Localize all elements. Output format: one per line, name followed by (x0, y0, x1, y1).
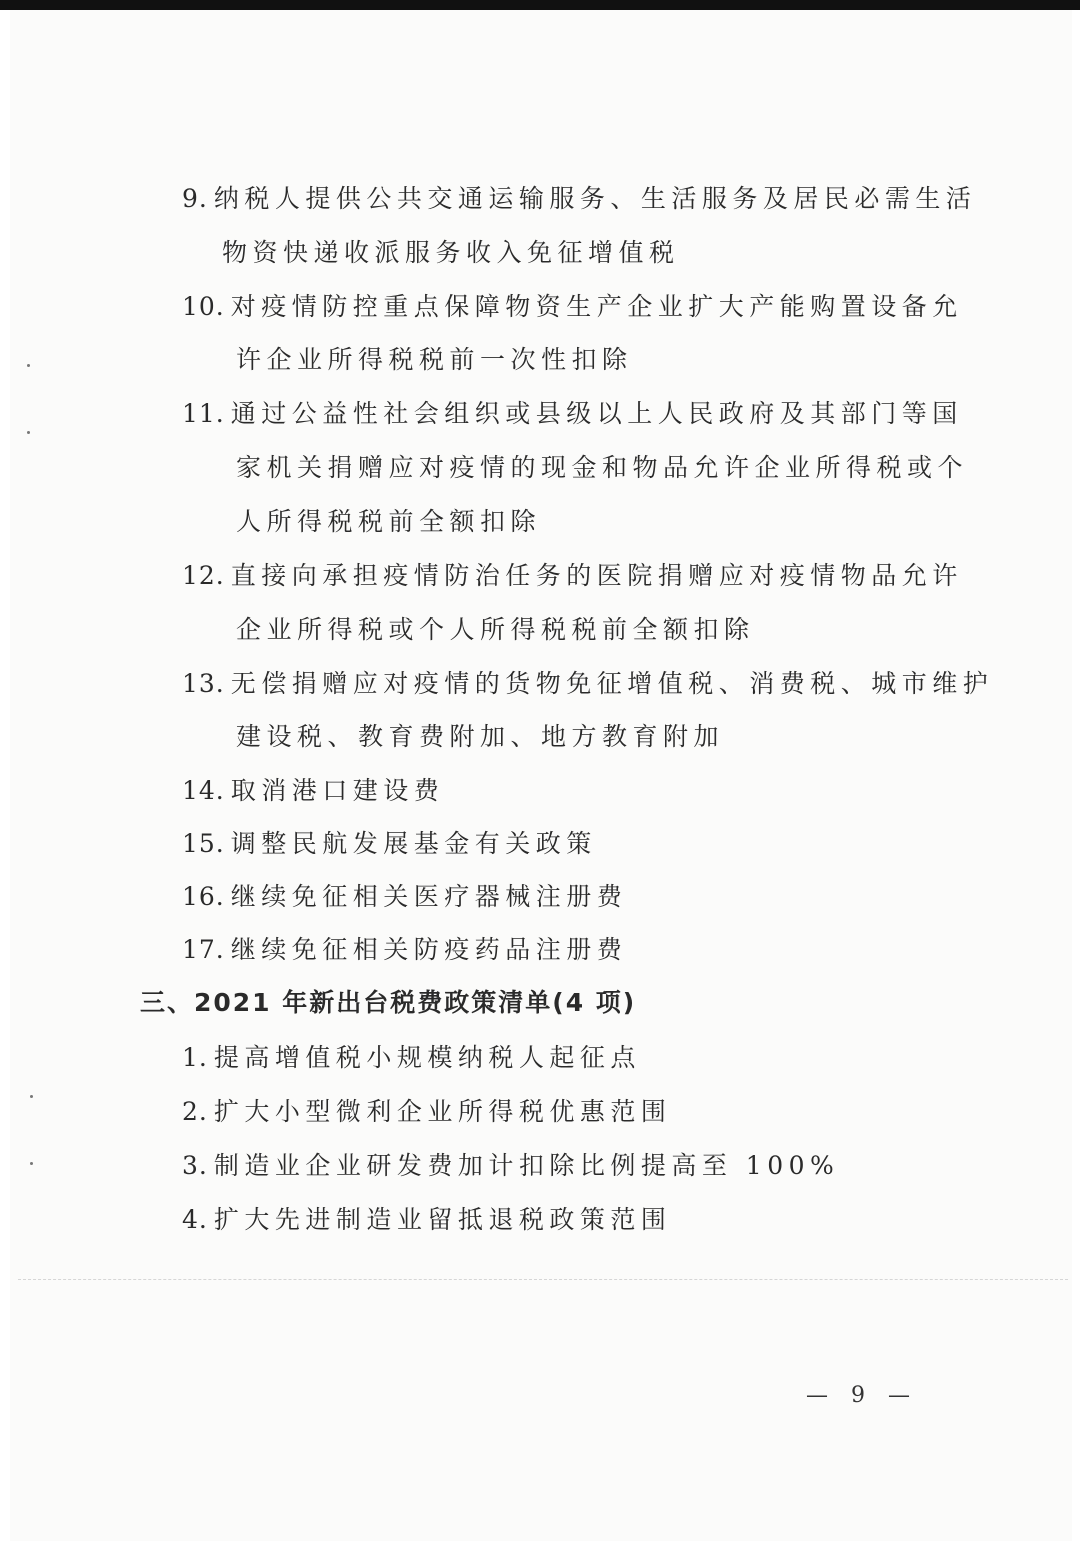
item-number: 17. (182, 935, 225, 964)
item-text: 纳税人提供公共交通运输服务、生活服务及居民必需生活 (213, 184, 977, 213)
list-item (182, 186, 976, 211)
page-divider (18, 1279, 1068, 1280)
item-text: 扩大小型微利企业所得税优惠范围 (213, 1097, 672, 1126)
item-number: 16. (182, 882, 225, 911)
item-number: 1. (182, 1043, 208, 1072)
item-number: 11. (182, 399, 225, 428)
list-item (182, 294, 963, 319)
list-item (182, 1207, 671, 1232)
item-number: 2. (182, 1097, 208, 1126)
list-item (182, 401, 963, 426)
item-number: 12. (182, 561, 225, 590)
page-number: — 9 — (806, 1383, 918, 1408)
item-number: 3. (182, 1151, 208, 1180)
item-text: 调整民航发展基金有关政策 (230, 829, 597, 858)
list-item (182, 937, 627, 962)
list-item (182, 831, 597, 856)
item-text: 继续免征相关医疗器械注册费 (230, 882, 628, 911)
list-item (182, 1153, 839, 1178)
list-item (182, 671, 993, 696)
item-text: 扩大先进制造业留抵退税政策范围 (213, 1205, 672, 1234)
item-text: 直接向承担疫情防治任务的医院捐赠应对疫情物品允许 (230, 561, 963, 590)
item-continuation: 企业所得税或个人所得税税前全额扣除 (236, 615, 755, 644)
scan-speck (27, 431, 30, 434)
item-continuation: 物资快递收派服务收入免征增值税 (222, 238, 680, 267)
list-item (182, 1045, 641, 1070)
item-number: 4. (182, 1205, 208, 1234)
item-continuation: 人所得税税前全额扣除 (236, 507, 542, 536)
item-continuation: 建设税、教育费附加、地方教育附加 (236, 722, 725, 751)
item-text: 通过公益性社会组织或县级以上人民政府及其部门等国 (230, 399, 963, 428)
item-text: 对疫情防控重点保障物资生产企业扩大产能购置设备允 (230, 292, 963, 321)
list-item (182, 778, 444, 803)
section-heading: 三、2021 年新出台税费政策清单(4 项) (140, 988, 637, 1017)
item-number: 15. (182, 829, 225, 858)
item-text: 继续免征相关防疫药品注册费 (230, 935, 628, 964)
scan-speck (30, 1162, 33, 1165)
item-continuation: 家机关捐赠应对疫情的现金和物品允许企业所得税或个 (236, 453, 969, 482)
scan-speck (27, 364, 30, 367)
item-number: 10. (182, 292, 225, 321)
list-item (182, 884, 627, 909)
item-text: 制造业企业研发费加计扣除比例提高至 100% (213, 1151, 840, 1180)
item-continuation: 许企业所得税税前一次性扣除 (236, 345, 633, 374)
scan-top-border (0, 0, 1080, 10)
item-text: 无偿捐赠应对疫情的货物免征增值税、消费税、城市维护 (230, 669, 994, 698)
item-number: 14. (182, 776, 225, 805)
item-number: 9. (182, 184, 208, 213)
list-item (182, 1099, 671, 1124)
list-item (182, 563, 963, 588)
item-text: 取消港口建设费 (230, 776, 445, 805)
scan-speck (30, 1095, 33, 1098)
item-number: 13. (182, 669, 225, 698)
item-text: 提高增值税小规模纳税人起征点 (213, 1043, 641, 1072)
